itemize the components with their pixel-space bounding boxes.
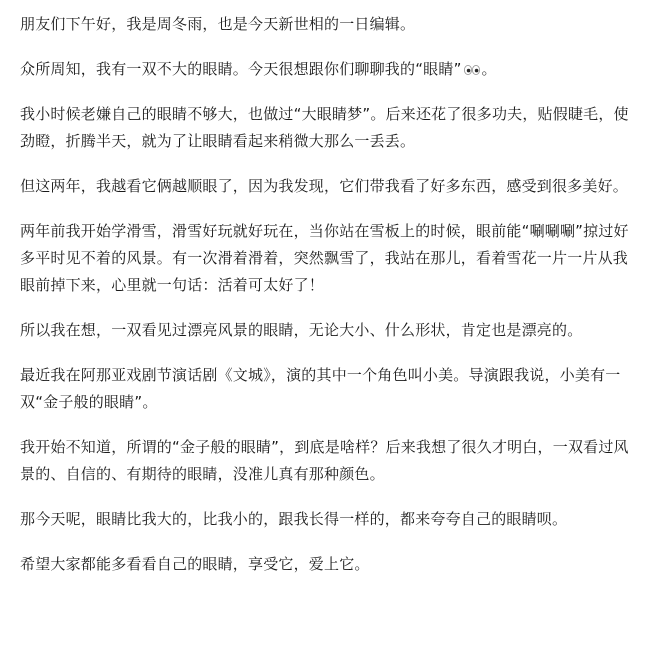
paragraph-5: 两年前我开始学滑雪，滑雪好玩就好玩在，当你站在雪板上的时候，眼前能“唰唰唰”掠过好多平时见不着的风景。有一次滑着滑着，突然飘雪了，我站在那儿，看着雪花一片一片从我眼前掉下来，心里就一句话：活着可太好了！ bbox=[20, 222, 629, 294]
paragraph-4: 但这两年，我越看它俩越顺眼了，因为我发现，它们带我看了好多东西，感受到很多美好。 bbox=[20, 177, 629, 195]
paragraph-6: 所以我在想，一双看见过漂亮风景的眼睛，无论大小、什么形状，肯定也是漂亮的。 bbox=[20, 321, 583, 339]
paragraph-2-text: 众所周知，我有一双不大的眼睛。今天很想跟你们聊聊我的“眼睛” bbox=[20, 60, 462, 78]
paragraph-7: 最近我在阿那亚戏剧节演话剧《文城》，演的其中一个角色叫小美。导演跟我说，小美有一双“金子般的眼睛”。 bbox=[20, 366, 621, 411]
paragraph-1: 朋友们下午好，我是周冬雨，也是今天新世相的一日编辑。 bbox=[20, 15, 416, 33]
paragraph-9: 那今天呢，眼睛比我大的，比我小的，跟我长得一样的，都来夸夸自己的眼睛呗。 bbox=[20, 510, 568, 528]
paragraph-8: 我开始不知道，所谓的“金子般的眼睛”，到底是啥样？后来我想了很久才明白，一双看过风景的、自信的、有期待的眼睛，没准儿真有那种颜色。 bbox=[20, 438, 629, 483]
paragraph-2 bbox=[20, 56, 636, 83]
paragraph-3: 我小时候老嫌自己的眼睛不够大，也做过“大眼睛梦”。后来还花了很多功夫，贴假睫毛，使劲瞪，折腾半天，就为了让眼睛看起来稍微大那么一丢丢。 bbox=[20, 105, 629, 150]
eyes-emoji-icon bbox=[463, 64, 481, 76]
article-body bbox=[20, 11, 636, 596]
paragraph-10: 希望大家都能多看看自己的眼睛，享受它，爱上它。 bbox=[20, 555, 370, 573]
paragraph-2-suffix: 。 bbox=[481, 60, 497, 78]
